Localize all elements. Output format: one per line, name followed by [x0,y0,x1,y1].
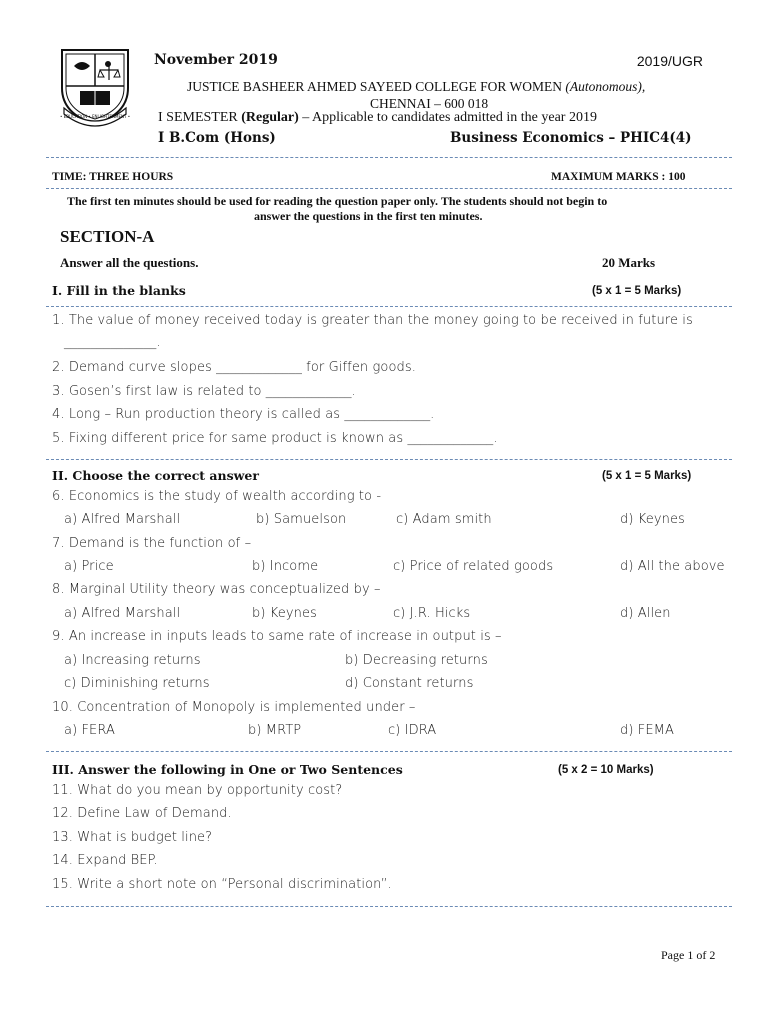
question-6: 6. Economics is the study of wealth according to - [52,489,382,504]
college-autonomous: (Autonomous), [565,79,646,94]
college-city: CHENNAI – 600 018 [370,96,489,111]
question-4: 4. Long – Run production theory is called as _____________. [52,407,435,422]
question-7: 7. Demand is the function of – [52,536,252,551]
question-6-option-c: c) Adam smith [396,512,492,527]
question-11: 11. What do you mean by opportunity cost? [52,783,343,798]
question-6-option-d: d) Keynes [620,512,685,527]
question-9-option-a: a) Increasing returns [64,653,201,668]
question-7-option-d: d) All the above [620,559,725,574]
question-10-option-b: b) MRTP [248,723,302,738]
question-10-option-c: c) IDRA [388,723,437,738]
question-10-option-d: d) FEMA [620,723,674,738]
question-13: 13. What is budget line? [52,830,213,845]
exam-month-year: November 2019 [154,52,278,68]
question-14: 14. Expand BEP. [52,853,158,868]
semester-regular: (Regular) [241,110,299,125]
time-divider [46,188,732,189]
part-3-divider-top [46,751,732,752]
question-10-option-a: a) FERA [64,723,115,738]
notice-line-2: answer the questions in the first ten minutes. [254,209,483,223]
header-divider [46,157,732,158]
maximum-marks: MAXIMUM MARKS : 100 [551,171,686,183]
question-9-option-d: d) Constant returns [345,676,474,691]
part-3-marks: (5 x 2 = 10 Marks) [558,764,654,776]
college-name-text: JUSTICE BASHEER AHMED SAYEED COLLEGE FOR WOMEN [187,79,563,94]
question-7-option-b: b) Income [252,559,319,574]
exam-time: TIME: THREE HOURS [52,171,174,183]
question-5: 5. Fixing different price for same product is known as _____________. [52,431,498,446]
question-1: 1. The value of money received today is greater than the money going to be received in future is [52,313,693,328]
section-a-title: SECTION-A [60,227,155,246]
question-1-blank: ______________. [64,335,161,350]
section-a-instruction: Answer all the questions. [60,255,199,270]
question-9: 9. An increase in inputs leads to same rate of increase in output is – [52,629,502,644]
question-8-option-d: d) Allen [620,606,671,621]
part-3-heading: III. Answer the following in One or Two Sentences [52,762,403,777]
part-2-divider-top [46,459,732,460]
question-7-option-c: c) Price of related goods [393,559,554,574]
question-2: 2. Demand curve slopes _____________ for Giffen goods. [52,360,416,375]
part-2-heading: II. Choose the correct answer [52,468,259,483]
part-2-marks: (5 x 1 = 5 Marks) [602,470,692,482]
section-a-marks: 20 Marks [602,255,656,270]
notice-line-1: The first ten minutes should be used for reading the question paper only. The students should not begin to [67,194,608,208]
part-1-divider [46,306,732,307]
question-15: 15. Write a short note on “Personal discrimination”. [52,877,392,892]
question-8-option-b: b) Keynes [252,606,317,621]
question-9-option-c: c) Diminishing returns [64,676,210,691]
question-8-option-c: c) J.R. Hicks [393,606,471,621]
question-7-option-a: a) Price [64,559,114,574]
course-name: I B.Com (Hons) [158,130,276,146]
part-1-marks: (5 x 1 = 5 Marks) [592,285,682,297]
semester-text: I SEMESTER [158,110,242,125]
college-logo [56,44,134,128]
question-6-option-a: a) Alfred Marshall [64,512,181,527]
part-1-heading: I. Fill in the blanks [52,283,186,298]
semester-line [158,110,597,126]
part-3-divider-bottom [46,906,732,907]
paper-code: 2019/UGR [636,53,703,69]
question-6-option-b: b) Samuelson [256,512,347,527]
question-8: 8. Marginal Utility theory was conceptualized by – [52,582,381,597]
semester-applicable: – Applicable to candidates admitted in the year 2019 [298,110,597,125]
college-name [187,79,645,95]
svg-text:• EDUCATION • ENLIGHTENMENT •: • EDUCATION • ENLIGHTENMENT • [59,114,131,119]
question-8-option-a: a) Alfred Marshall [64,606,181,621]
question-3: 3. Gosen’s first law is related to _____________. [52,384,356,399]
page-number: Page 1 of 2 [661,948,716,962]
subject-name: Business Economics – PHIC4(4) [450,130,692,146]
question-9-option-b: b) Decreasing returns [345,653,488,668]
question-10: 10. Concentration of Monopoly is implemented under – [52,700,416,715]
question-12: 12. Define Law of Demand. [52,806,232,821]
